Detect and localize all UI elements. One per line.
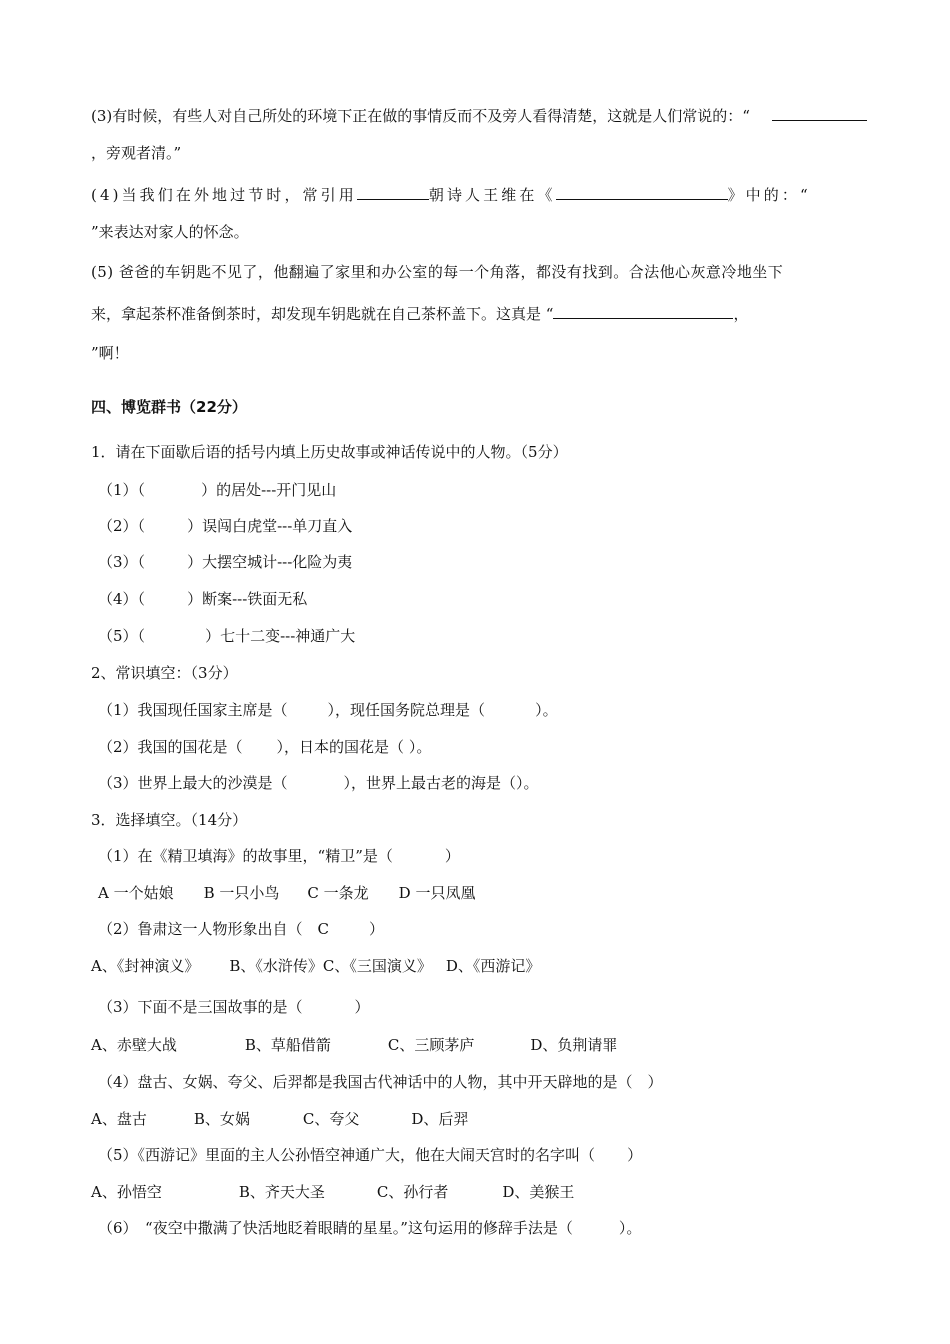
q4-3-sub5 <box>98 1145 642 1165</box>
item-number: （4） <box>98 590 138 608</box>
option-c[interactable]: C、夸父 <box>302 1110 360 1128</box>
item-number: （3） <box>98 553 138 571</box>
section4-title: 四、博览群书（22分） <box>91 398 247 416</box>
item-number: （2） <box>98 517 138 535</box>
option-b[interactable]: B、女娲 <box>193 1110 250 1128</box>
q3-4-text-b: 朝诗人王维在《 <box>428 186 556 204</box>
q3-5-text-a: 来，拿起茶杯准备倒茶时，却发现车钥匙就在自己茶杯盖下。这真是 “ <box>91 305 554 323</box>
item-text: ），日本的国花是（ ）。 <box>276 738 432 756</box>
q4-2-item <box>98 700 558 720</box>
q4-1-item <box>98 589 307 609</box>
q3-4-continue: ”来表达对家人的怀念。 <box>91 223 249 241</box>
paren-open: （ <box>137 590 146 608</box>
q4-3-sub1-options <box>98 883 475 903</box>
question-text: （3）下面不是三国故事的是（ <box>98 998 303 1016</box>
q4-1-title: 1．请在下面歇后语的括号内填上历史故事或神话传说中的人物。（5分） <box>91 443 568 461</box>
q3-5-line2 <box>91 302 748 324</box>
q4-3-sub4-options <box>91 1109 468 1129</box>
q4-3-sub5-options <box>91 1182 574 1202</box>
paren-close: ） <box>369 920 385 938</box>
q4-2-title: 2、常识填空：（3分） <box>91 664 238 682</box>
question-text: （6） “夜空中撒满了快活地眨着眼睛的星星。”这句运用的修辞手法是（ <box>98 1219 573 1237</box>
option-d[interactable]: D、《西游记》 <box>445 957 541 975</box>
option-bc[interactable]: B、《水浒传》C、《三国演义》 <box>229 957 432 975</box>
item-text: 七十二变---神通广大 <box>220 627 356 645</box>
option-c[interactable]: C 一条龙 <box>307 884 369 902</box>
paren-close: ） <box>187 517 203 535</box>
q4-1-item <box>98 516 352 536</box>
q3-5-blank[interactable] <box>553 302 733 319</box>
q3-4-poem-blank[interactable] <box>556 183 728 200</box>
option-d[interactable]: D、后羿 <box>411 1110 469 1128</box>
option-c[interactable]: C、孙行者 <box>376 1183 449 1201</box>
q4-3-sub1 <box>98 846 460 866</box>
item-text: （3）世界上最大的沙漠是（ <box>98 774 288 792</box>
q4-1-item <box>98 552 352 572</box>
option-d[interactable]: D、美猴王 <box>502 1183 575 1201</box>
item-text: ），现任国务院总理是（ <box>327 701 486 719</box>
paren-close: ） <box>444 847 460 865</box>
q3-3-line <box>91 104 867 126</box>
item-text: 误闯白虎堂---单刀直入 <box>202 517 353 535</box>
q3-3-text: (3)有时候，有些人对自己所处的环境下正在做的事情反而不及旁人看得清楚，这就是人们常说的：“ <box>91 107 750 125</box>
option-b[interactable]: B、草船借箭 <box>244 1036 331 1054</box>
paren-close: ） <box>187 590 203 608</box>
paren-open: （ <box>137 553 146 571</box>
q4-3-sub2 <box>98 919 384 939</box>
option-a[interactable]: A、盘古 <box>91 1110 147 1128</box>
paren-close: ） <box>205 627 221 645</box>
paren-close: ） <box>201 481 217 499</box>
q4-3-sub3 <box>98 997 370 1017</box>
option-a[interactable]: A、孙悟空 <box>91 1183 162 1201</box>
q4-3-sub4: （4）盘古、女娲、夸父、后羿都是我国古代神话中的人物，其中开天辟地的是（ ） <box>98 1073 663 1091</box>
q3-5-text-b: ， <box>733 305 749 323</box>
q4-2-item <box>98 773 539 793</box>
q4-3-title: 3．选择填空。（14分） <box>91 811 248 829</box>
item-text: （1）我国现任国家主席是（ <box>98 701 288 719</box>
item-text: ），世界上最古老的海是（）。 <box>343 774 539 792</box>
item-text: 的居处---开门见山 <box>216 481 337 499</box>
paren-close: ） <box>627 1146 643 1164</box>
question-text: （1）在《精卫填海》的故事里，“精卫”是（ <box>98 847 393 865</box>
q3-3-blank[interactable] <box>772 104 867 121</box>
option-a[interactable]: A、赤壁大战 <box>91 1036 177 1054</box>
question-text: （2）鲁肃这一人物形象出自（ C <box>98 920 330 938</box>
q3-4-dynasty-blank[interactable] <box>357 183 429 200</box>
q3-3-continue: ，旁观者清。” <box>91 144 182 162</box>
item-text: 大摆空城计---化险为夷 <box>202 553 353 571</box>
item-text: （2）我国的国花是（ <box>98 738 243 756</box>
q4-3-sub6 <box>98 1218 641 1238</box>
question-text: （5）《西游记》里面的主人公孙悟空神通广大，他在大闹天宫时的名字叫（ <box>98 1146 596 1164</box>
q4-1-item <box>98 480 336 500</box>
item-text: 断案---铁面无私 <box>202 590 308 608</box>
item-number: （1） <box>98 481 138 499</box>
q3-4-line <box>91 183 811 205</box>
q4-2-item <box>98 737 431 757</box>
item-text: ）。 <box>535 701 558 719</box>
option-c[interactable]: C、三顾茅庐 <box>387 1036 475 1054</box>
q4-3-sub2-options <box>91 956 540 976</box>
paren-close: ）。 <box>618 1219 642 1237</box>
option-a[interactable]: A、《封神演义》 <box>91 957 200 975</box>
paren-open: （ <box>137 481 146 499</box>
option-d[interactable]: D 一只凤凰 <box>398 884 476 902</box>
paren-open: （ <box>137 517 146 535</box>
option-d[interactable]: D、负荆请罪 <box>530 1036 618 1054</box>
option-a[interactable]: A 一个姑娘 <box>98 884 174 902</box>
paren-close: ） <box>354 998 370 1016</box>
option-b[interactable]: B、齐天大圣 <box>238 1183 325 1201</box>
q3-5-continue: ”啊！ <box>91 344 129 362</box>
paren-close: ） <box>187 553 203 571</box>
q3-5-line: (5) 爸爸的车钥匙不见了，他翻遍了家里和办公室的每一个角落，都没有找到。合法他心灰意冷地坐下 <box>91 263 784 281</box>
q4-1-item <box>98 626 355 646</box>
q3-4-text-a: (4)当我们在外地过节时，常引用 <box>91 186 357 204</box>
q4-3-sub3-options <box>91 1035 617 1055</box>
option-b[interactable]: B 一只小鸟 <box>203 884 280 902</box>
q3-4-text-c: 》中的：“ <box>727 186 811 204</box>
paren-open: （ <box>137 627 146 645</box>
item-number: （5） <box>98 627 138 645</box>
